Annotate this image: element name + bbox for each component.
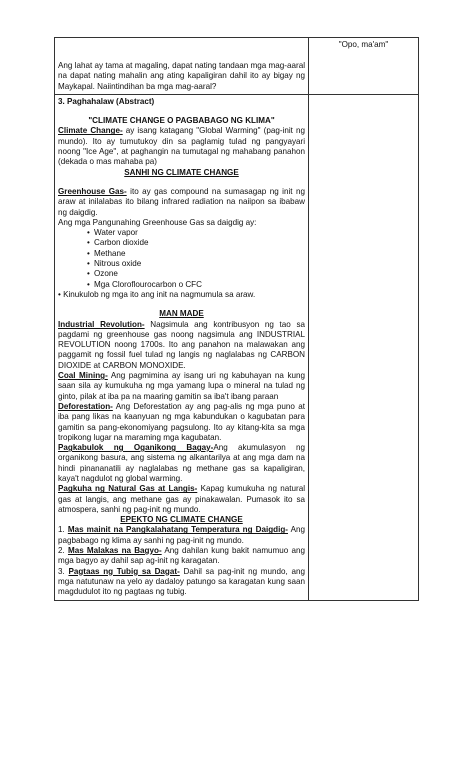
definition-text: ito ay gas compound na sumasagap ng init ng araw at inilalabas ito bilang infrared radiation na naiipon sa ibabaw ng daigdig. [58,186,305,217]
coal-mining-definition [58,371,305,402]
student-response-cell [309,38,419,95]
lesson-plan-table [54,37,419,601]
term-effect-1: Mas mainit na Pangkalahatang Temperatura ng Daigdig- [67,525,288,535]
list-item: • Nitrous oxide [96,259,305,269]
natural-gas-definition [58,484,305,515]
term-coal-mining: Coal Mining- [58,371,108,381]
teacher-cell [55,38,309,95]
term-decomposition: Pagkabulok ng Oganikong Bagay- [58,443,214,453]
list-item: • Water vapor [96,228,305,238]
definition-text: Ang pagmimina ay isang uri ng kabuhayan na kung saan sila ay kumukuha ng mga yamang lupa o mineral na tulad ng ginto, pilak at iba pa na maaring gamitin sa iba't ibang paraan [58,371,305,401]
definition-text: Ang pagbabago ng klima ay sanhi ng pag-init ng mundo. [58,525,306,545]
deforestation-definition [58,402,305,443]
greenhouse-gas-definition [58,187,305,218]
definition-text: Ang dahilan kung bakit namumuo ang mga bagyo ay dahil sap ag-init ng karagatan. [58,546,306,566]
section-heading: 3. Paghahalaw (Abstract) [58,96,155,106]
greenhouse-gas-list [58,228,305,290]
term-deforestation: Deforestation- [58,401,113,411]
term-climate-change: Climate Change- [58,126,123,136]
term-effect-3: Pagtaas ng Tubig sa Dagat- [68,566,180,576]
student-response: "Opo, ma'am" [338,40,389,49]
definition-text: ay isang katagang "Global Warming" (pag-init ng mundo). Ito ay tumutukoy din sa paglamig tulad ng pangyayari noong "Ice Age", at paghangin na tumutagal ng mahabang panahon (dekada o mas mahaba pa) [58,126,305,167]
man-made-heading: MAN MADE [159,309,204,319]
effect-number: 3. [58,566,69,576]
ghg-intro: Ang mga Pangunahing Greenhouse Gas sa daigdig ay: [58,217,257,227]
industrial-revolution-definition [58,320,305,371]
term-natural-gas: Pagkuha ng Natural Gas at Langis- [58,484,198,494]
term-effect-2: Mas Malakas na Bagyo- [67,546,162,556]
definition-text: Ang Deforestation ay ang pag-alis ng mga puno at iba pang likas na kaanyuan ng mga kabundukan o kagubatan para gamitin sa pang-ekonomiyang pagsulong. Ito ay kitang-kita sa mga tropikong lugar na maraming mga kagubatan. [58,401,305,442]
list-item: • Carbon dioxide [96,238,305,248]
definition-text: Dahil sa pag-init ng mundo, ang mga natutunaw na yelo ay dadaloy patungo sa karagatan kung saan magdudulot ito ng pagtaas ng tubig. [58,566,305,597]
definition-text: Ang akumulasyon ng organikong basura, ang sistema ng alkantarilya at ang mga dam na hindi pinananatili ay naglalabas ng methane gas sa kapaligiran, kaya't nagdulot ng global warming. [58,443,305,483]
table-row [55,38,419,95]
epekto-heading: EPEKTO NG CLIMATE CHANGE [120,515,243,525]
lesson-title: "CLIMATE CHANGE O PAGBABAGO NG KLIMA" [88,116,275,126]
climate-change-definition [58,126,305,167]
effect-item-2 [58,546,305,567]
teacher-statement: Ang lahat ay tama at magaling, dapat nating tandaan mga mag-aaral na dapat nating mahalin ang ating kapaligiran dahil ito ay bigay ng Maykapal. Naiintindihan ba mga mag-aaral? [58,61,305,91]
effect-number: 2. [58,546,68,556]
student-cell-empty [309,94,419,600]
effect-number: 1. [58,525,68,535]
sanhi-heading: SANHI NG CLIMATE CHANGE [124,167,239,177]
term-industrial-revolution: Industrial Revolution- [58,319,145,329]
list-item: • Ozone [96,269,305,279]
effect-item-3 [58,567,305,598]
term-greenhouse-gas: Greenhouse Gas- [58,186,127,196]
decomposition-definition [58,443,305,484]
effect-item-1 [58,525,305,546]
list-item: • Methane [96,249,305,259]
abstract-cell [55,94,309,600]
definition-text: Kapag kumukuha ng natural gas at langis, ang methane gas ay pinakawalan. Pumasok ito sa atmospera, sanhi ng pag-init ng mundo. [58,484,305,514]
definition-text: Nagsimula ang kontribusyon ng tao sa pagdami ng greenhouse gas noong nagsimula ang INDUSTRIAL REVOLUTION noong 1700s. Ito ang panahon na malawakan ang paggamit ng fossil fuel tulad ng langis ng naglalabas ng CARBON DIOXIDE at CARBON MONOXIDE. [58,319,305,370]
list-item: • Mga Cloroflourocarbon o CFC [96,280,305,290]
kinukulob-note: • Kinukulob ng mga ito ang init na nagmumula sa araw. [58,289,256,299]
table-row [55,94,419,600]
